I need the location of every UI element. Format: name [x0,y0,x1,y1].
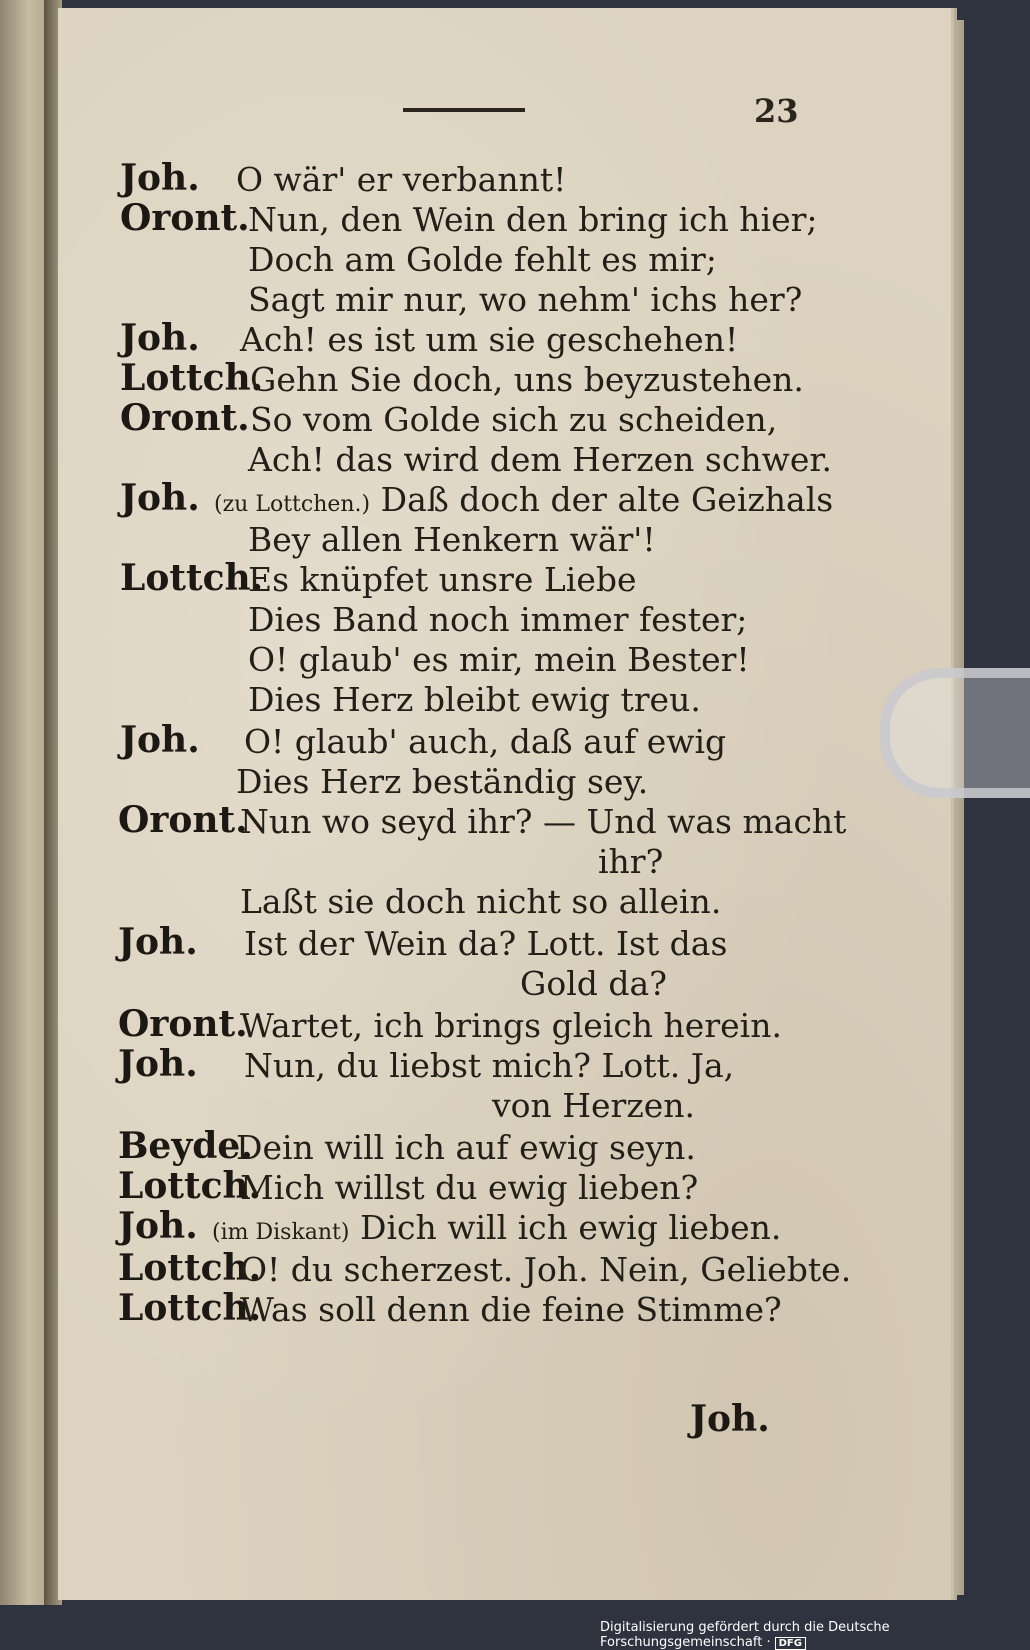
verse-line: Gold da? [520,964,667,1003]
speaker-label: Joh. [120,157,200,199]
header-rule [403,108,525,112]
catchword: Joh. [690,1398,770,1440]
speaker-label: Joh. [118,1205,198,1247]
speaker-label: Oront. [118,799,248,841]
verse-line: O! du scherzest. Joh. Nein, Geliebte. [240,1250,852,1289]
speaker-label: Joh. [120,719,200,761]
speaker-label: Lottch. [118,1165,262,1207]
speaker-label: Oront. [120,197,250,239]
verse-line: Gehn Sie doch, uns beyzustehen. [250,360,804,399]
verse-line: Doch am Golde fehlt es mir; [248,240,717,279]
verse-line: Nun, den Wein den bring ich hier; [248,200,818,239]
verse-line: von Herzen. [492,1086,695,1125]
speaker-label: Oront. [118,1003,248,1045]
verse-line: O! glaub' auch, daß auf ewig [244,722,727,761]
verse-line: Laßt sie doch nicht so allein. [240,882,722,921]
verse-line [212,1208,781,1253]
verse-line: Dein will ich auf ewig seyn. [236,1128,696,1167]
speaker-label: Joh. [120,317,200,359]
verse-line: Dies Herz bleibt ewig treu. [248,680,701,719]
speaker-label: Beyde. [118,1125,253,1167]
verse-line: O wär' er verbannt! [236,160,567,199]
verse-line: Ach! das wird dem Herzen schwer. [248,440,832,479]
verse-line: Nun, du liebst mich? Lott. Ja, [244,1046,735,1085]
verse-line: Dies Band noch immer fester; [248,600,748,639]
verse-line: Es knüpfet unsre Liebe [248,560,637,599]
verse-text: Daß doch der alte Geizhals [380,480,834,519]
verse-line: Sagt mir nur, wo nehm' ichs her? [248,280,803,319]
speaker-label: Lottch. [120,357,264,399]
verse-line: Ist der Wein da? Lott. Ist das [244,924,728,963]
page-clip [880,668,1030,798]
verse-line: Wartet, ich brings gleich herein. [240,1006,782,1045]
verse-line: Dies Herz beständig sey. [236,762,649,801]
footer-text: Digitalisierung gefördert durch die Deutsche Forschungsgemeinschaft · [600,1620,890,1650]
verse-line: Bey allen Henkern wär'! [248,520,656,559]
speaker-label: Oront. [120,397,250,439]
speaker-label: Joh. [118,1043,198,1085]
dfg-logo: DFG [775,1637,806,1650]
verse-line [214,480,833,525]
verse-line: Mich willst du ewig lieben? [240,1168,699,1207]
verse-line: O! glaub' es mir, mein Bester! [248,640,750,679]
speaker-label: Joh. [118,921,198,963]
verse-line: Ach! es ist um sie geschehen! [240,320,739,359]
stage-direction: (im Diskant) [212,1220,350,1245]
verse-line: Was soll denn die feine Stimme? [240,1290,782,1329]
speaker-label: Lottch. [118,1247,262,1289]
stage-direction: (zu Lottchen.) [214,492,371,517]
left-page-edge [0,0,50,1605]
verse-line: Nun wo seyd ihr? — Und was macht [240,802,847,841]
page-number: 23 [754,92,799,130]
speaker-label: Lottch. [118,1287,262,1329]
speaker-label: Lottch. [120,557,264,599]
verse-text: Dich will ich ewig lieben. [359,1208,782,1247]
verse-line: ihr? [598,842,664,881]
footer-credit [600,1620,1000,1650]
speaker-label: Joh. [120,477,200,519]
verse-line: So vom Golde sich zu scheiden, [250,400,778,439]
